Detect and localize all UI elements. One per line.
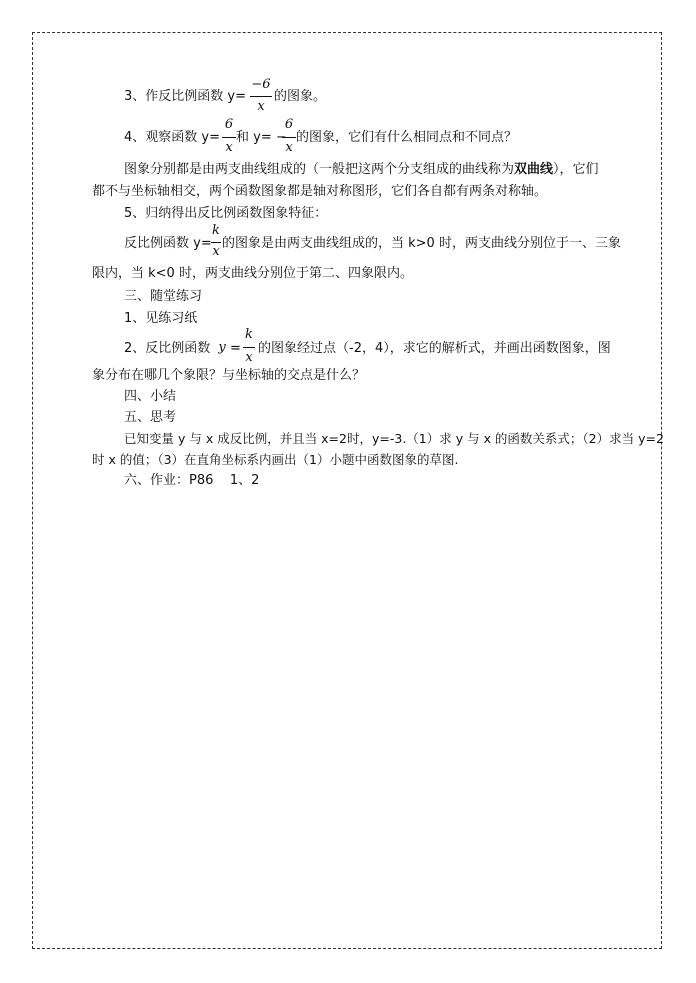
para1-bold-term: 双曲线	[514, 162, 554, 177]
para1-text-a: 图象分别都是由两支曲线组成的（一般把这两个分支组成的曲线称为	[124, 162, 515, 177]
exercise2-y: y	[218, 340, 226, 355]
section4-heading: 四、小结	[124, 389, 177, 404]
section6-homework: 六、作业：P86 1、2	[124, 473, 260, 488]
para2-denominator: x	[212, 244, 220, 259]
item4-prefix: 4、观察函数 y=	[124, 130, 220, 145]
item3-fraction-bar	[250, 96, 272, 97]
exercise2-equals: =	[230, 341, 241, 356]
item3-denominator: x	[257, 99, 265, 114]
item4-denominator-2: x	[285, 140, 293, 155]
item4-mid: 和 y= −	[236, 130, 287, 145]
item4-fraction-bar-2	[282, 137, 296, 138]
section5-heading: 五、思考	[124, 410, 177, 425]
para1-line2: 都不与坐标轴相交，两个函数图象都是轴对称图形，它们各自都有两条对称轴。	[92, 184, 548, 199]
exercise2-suffix: 的图象经过点（-2，4），求它的解析式，并画出函数图象，图	[258, 341, 611, 356]
item3-numerator: −6	[251, 77, 271, 92]
para2-suffix: 的图象是由两支曲线组成的，当 k>0 时，两支曲线分别位于一、三象	[222, 236, 621, 251]
think-line1: 已知变量 y 与 x 成反比例，并且当 x=2时，y=-3.（1）求 y 与 x 的函数关系式；（2）求当 y=2	[124, 431, 664, 446]
item4-numerator-1: 6	[224, 117, 234, 132]
para2-numerator: k	[212, 223, 220, 238]
exercise2-denominator: x	[245, 350, 253, 365]
para2-prefix: 反比例函数 y=	[124, 236, 212, 251]
item3-prefix: 3、作反比例函数 y=	[124, 89, 246, 104]
item4-numerator-2: 6	[284, 117, 294, 132]
item5-heading: 5、归纳得出反比例函数图象特征：	[124, 206, 328, 221]
section3-heading: 三、随堂练习	[124, 289, 203, 304]
para1-text-b: ），它们	[553, 162, 599, 177]
exercise2-numerator: k	[245, 327, 253, 342]
item4-denominator-1: x	[225, 140, 233, 155]
exercise1: 1、见练习纸	[124, 311, 198, 326]
exercise2-fraction-bar	[243, 347, 255, 348]
para2-line2: 限内，当 k<0 时，两支曲线分别位于第二、四象限内。	[92, 266, 413, 281]
exercise2-line2: 象分布在哪几个象限？与坐标轴的交点是什么？	[92, 368, 366, 383]
exercise2-prefix: 2、反比例函数	[124, 341, 211, 356]
item3-suffix: 的图象。	[274, 89, 327, 104]
para1-line1	[124, 162, 599, 178]
para2-fraction-bar	[211, 242, 221, 243]
item4-fraction-bar-1	[222, 137, 236, 138]
item4-suffix: 的图象，它们有什么相同点和不同点？	[296, 130, 518, 145]
think-line2: 时 x 的值；（3）在直角坐标系内画出（1）小题中函数图象的草图.	[92, 452, 459, 467]
